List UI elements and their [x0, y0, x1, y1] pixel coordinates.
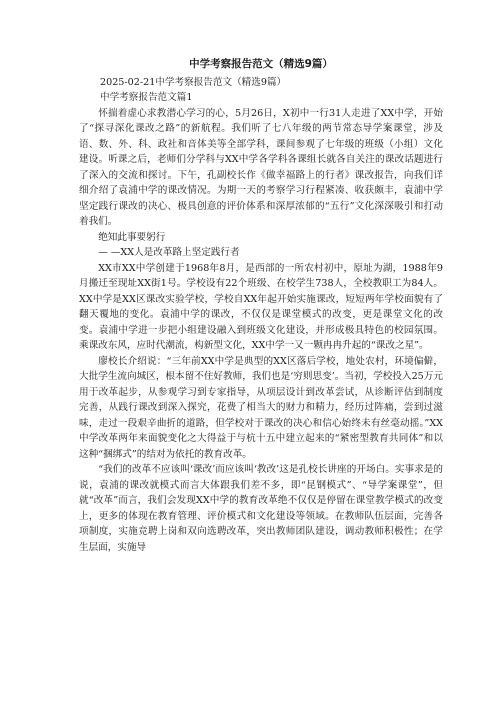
paragraph: “我们的改革不应该叫‘课改’而应该叫‘教改’这是孔校长讲座的开场白。实事求是的说，袁浦的课改就模式而言大体跟我们差不多，即“昆钢模式”、“导学案课堂”，但就“改革”而言，我们会发现XX中学的教育改革绝不仅仅是停留在课堂教学模式的改变上，更多的体现在教育管理、评价模式和文化建设等领域。在教师队伍层面，完善各项制度，实施竞聘上岗和双向选聘改革，突出教师团队建设，调动教师积极性；在学生层面，实施导 — [79, 464, 443, 553]
paragraph: 廖校长介绍说：“三年前XX中学是典型的XX区落后学校，地处农村，环境偏僻，大批学生流向城区，根本留不住好教师，我们也是‘穷则思变’。当初，学校投入25万元用于改革起步，从参观学习到专家指导，从项层设计到改革尝试，从诊断评估到制度完善，从践行课改到深入探究，花费了相当大的财力和精力，经历过阵痛，尝到过滋味，走过一段艰辛曲折的道路，但学校对于课改的决心和信心始终未有丝毫动摇。”XX中学改革两年来面貌变化之大得益于与杭十五中建立起来的“紧密型教育共同体”和以这种“捆绑式”的结对为依托的教育改革。 — [79, 355, 443, 460]
paragraph: 怀揣着虚心求教潜心学习的心，5月26日，X初中一行31人走进了XX中学，开始了“探寻深化课改之路”的新航程。我们听了七八年级的两节常态导学案课堂，涉及语、数、外、科、政社和音体美等全部学科，课间参观了七年级的班级（小组）文化建设。听课之后，老师们分学科与XX中学各学科各课组长就各自关注的课改话题进行了深入的交流和探讨。下午，孔副校长作《做幸福路上的行者》课改报告，向我们详细介绍了袁浦中学的课改情况。为期一天的考察学习行程紧凑、收获颇丰，袁浦中学坚定践行课改的决心、极具创意的评价体系和深厚浓郁的“五行”文化深深吸引和打动着我们。 — [79, 107, 443, 227]
paragraph: XX市XX中学创建于1968年8月，是西部的一所农村初中，原址为湖，1988年9月搬迁至现址XX街1号。学校设有22个班级、在校学生738人，全校教职工为84人。XX中学是XX区课改实验学校，学校自XX年起开始实施课改，短短两年学校面貌有了翻天覆地的变化。袁浦中学的课改，不仅仅是课堂模式的改变，更是课堂文化的改变。袁浦中学进一步把小组建设融入到班级文化建设，并形成极具特色的校园氛围。乘课改东风，应时代潮流，构新型文化，XX中学一又一颗冉冉升起的“课改之星”。 — [79, 262, 443, 351]
subheading: — —XX人是改革路上坚定践行者 — [98, 247, 240, 258]
section-heading: 中学考察报告范文篇1 — [100, 92, 193, 103]
document-meta: 2025-02-21中学考察报告范文（精选9篇） — [100, 76, 287, 88]
subheading: 绝知此事要躬行 — [98, 231, 166, 243]
document-title: 中学考察报告范文（精选9篇） — [189, 58, 333, 70]
